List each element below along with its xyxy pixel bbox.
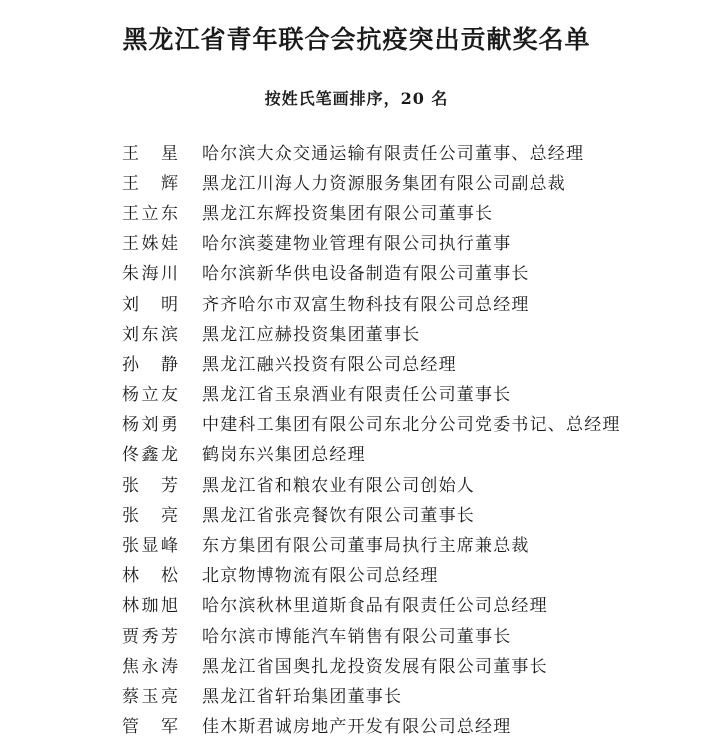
person-name-char: 朱 (122, 264, 139, 285)
person-name (122, 561, 178, 586)
person-name (122, 229, 178, 254)
person-name-char: 亮 (161, 505, 178, 526)
person-name-char: 姝 (141, 234, 159, 255)
organization-position: 鹤岗东兴集团总经理 (202, 445, 366, 466)
organization-position: 东方集团有限公司董事局执行主席兼总裁 (202, 536, 530, 557)
award-list (122, 136, 702, 740)
person-name (122, 350, 178, 375)
person-name-char: 刘 (122, 294, 139, 315)
list-item (122, 528, 702, 558)
organization-position: 哈尔滨大众交通运输有限责任公司董事、总经理 (202, 143, 585, 164)
organization-position: 中建科工集团有限公司东北分公司党委书记、总经理 (202, 415, 621, 436)
list-item (122, 589, 702, 619)
list-item (122, 196, 702, 226)
organization-position: 哈尔滨市博能汽车销售有限公司董事长 (202, 626, 512, 647)
organization-position: 黑龙江省轩珆集团董事长 (202, 686, 403, 707)
document-title: 黑龙江省青年联合会抗疫突出贡献奖名单 (122, 25, 591, 54)
list-item (122, 317, 702, 347)
person-name-char: 东 (141, 324, 159, 345)
organization-position: 黑龙江省玉泉酒业有限责任公司董事长 (202, 385, 512, 406)
person-name-char: 明 (161, 294, 178, 315)
person-name-char: 孙 (122, 354, 139, 375)
person-name-char: 鑫 (141, 445, 159, 466)
person-name-char: 张 (122, 536, 139, 557)
person-name (122, 652, 178, 677)
list-item (122, 378, 702, 408)
organization-position: 哈尔滨新华供电设备制造有限公司董事长 (202, 264, 530, 285)
organization-position: 黑龙江省国奥扎龙投资发展有限公司董事长 (202, 656, 548, 677)
organization-position: 黑龙江东辉投资集团有限公司董事长 (202, 203, 494, 224)
organization-position: 佳木斯君诚房地产开发有限公司总经理 (202, 717, 512, 738)
person-name-char: 海 (141, 264, 159, 285)
organization-position: 黑龙江融兴投资有限公司总经理 (202, 354, 457, 375)
person-name (122, 139, 178, 164)
list-item (122, 136, 702, 166)
person-name (122, 682, 178, 707)
list-item (122, 257, 702, 287)
person-name (122, 622, 178, 647)
list-item (122, 166, 702, 196)
person-name-char: 松 (161, 566, 178, 587)
person-name-char: 杨 (122, 415, 139, 436)
list-item (122, 468, 702, 498)
person-name-char: 滨 (161, 324, 178, 345)
person-name-char: 旭 (161, 596, 178, 617)
person-name-char: 珈 (141, 596, 159, 617)
organization-position: 哈尔滨秋林里道斯食品有限责任公司总经理 (202, 596, 548, 617)
list-item (122, 498, 702, 528)
person-name-char: 佟 (122, 445, 139, 466)
person-name-char: 蔡 (122, 686, 139, 707)
person-name-char: 勇 (161, 415, 178, 436)
person-name-char: 峰 (161, 536, 178, 557)
person-name-char: 显 (141, 536, 159, 557)
person-name (122, 169, 178, 194)
person-name (122, 410, 178, 435)
person-name (122, 591, 178, 616)
person-name-char: 辉 (161, 173, 178, 194)
person-name (122, 471, 178, 496)
list-item (122, 287, 702, 317)
person-name (122, 199, 178, 224)
person-name (122, 531, 178, 556)
list-item (122, 649, 702, 679)
list-item (122, 438, 702, 468)
person-name (122, 380, 178, 405)
person-name-char: 贾 (122, 626, 139, 647)
person-name-char: 立 (141, 203, 159, 224)
person-name-char: 王 (122, 173, 139, 194)
list-item (122, 408, 702, 438)
person-name-char: 娃 (161, 234, 178, 255)
organization-position: 哈尔滨菱建物业管理有限公司执行董事 (202, 234, 512, 255)
person-name-char: 杨 (122, 385, 139, 406)
person-name-char: 静 (161, 354, 178, 375)
organization-position: 黑龙江省张亮餐饮有限公司董事长 (202, 505, 475, 526)
person-name-char: 王 (122, 203, 139, 224)
person-name-char: 焦 (122, 656, 139, 677)
person-name (122, 290, 178, 315)
person-name-char: 张 (122, 505, 139, 526)
organization-position: 北京物博物流有限公司总经理 (202, 566, 439, 587)
person-name-char: 永 (141, 656, 159, 677)
person-name-char: 芳 (161, 475, 178, 496)
organization-position: 齐齐哈尔市双富生物科技有限公司总经理 (202, 294, 530, 315)
list-item (122, 227, 702, 257)
person-name-char: 林 (122, 596, 139, 617)
person-name-char: 刘 (122, 324, 139, 345)
person-name-char: 星 (161, 143, 178, 164)
person-name (122, 712, 178, 737)
person-name (122, 440, 178, 465)
person-name-char: 东 (161, 203, 178, 224)
organization-position: 黑龙江省和粮农业有限公司创始人 (202, 475, 475, 496)
person-name-char: 王 (122, 234, 139, 255)
person-name-char: 林 (122, 566, 139, 587)
person-name-char: 川 (161, 264, 178, 285)
person-name-char: 涛 (161, 656, 178, 677)
person-name-char: 军 (161, 717, 178, 738)
person-name-char: 友 (161, 385, 178, 406)
person-name-char: 亮 (161, 686, 178, 707)
organization-position: 黑龙江川海人力资源服务集团有限公司副总裁 (202, 173, 566, 194)
list-item (122, 679, 702, 709)
person-name-char: 张 (122, 475, 139, 496)
person-name-char: 刘 (141, 415, 159, 436)
person-name-char: 王 (122, 143, 139, 164)
person-name-char: 芳 (161, 626, 178, 647)
person-name (122, 259, 178, 284)
person-name-char: 立 (141, 385, 159, 406)
person-name (122, 320, 178, 345)
person-name-char: 龙 (161, 445, 178, 466)
list-item (122, 710, 702, 740)
person-name-char: 玉 (141, 686, 159, 707)
organization-position: 黑龙江应赫投资集团董事长 (202, 324, 421, 345)
person-name (122, 501, 178, 526)
person-name-char: 管 (122, 717, 139, 738)
list-item (122, 619, 702, 649)
person-name-char: 秀 (141, 626, 159, 647)
list-item (122, 559, 702, 589)
document-subtitle: 按姓氏笔画排序，20 名 (264, 89, 449, 108)
list-item (122, 347, 702, 377)
